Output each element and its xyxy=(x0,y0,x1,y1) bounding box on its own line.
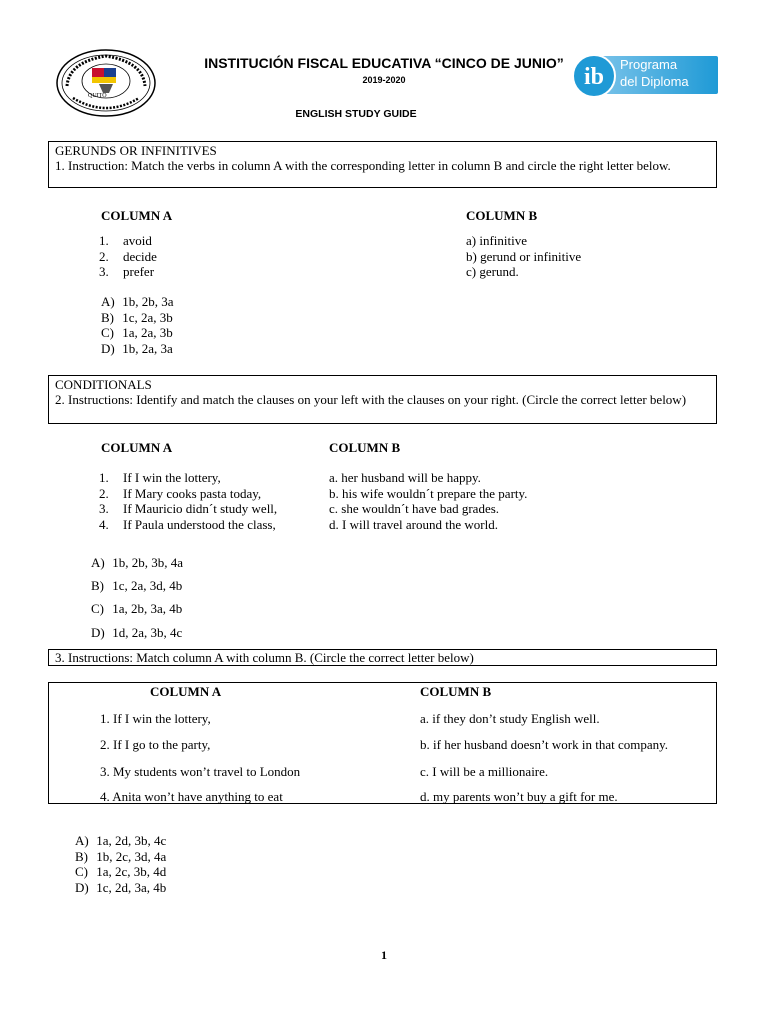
list-item: 2. decide xyxy=(99,248,157,264)
seal-city-label: QUITO xyxy=(88,93,107,99)
answer-option[interactable]: B) 1b, 2c, 3d, 4a xyxy=(75,848,167,864)
list-item: b) gerund or infinitive xyxy=(466,248,582,264)
table-cell-b: c. I will be a millionaire. xyxy=(420,764,549,779)
section2-column-b-list xyxy=(329,470,527,532)
section2-instruction: 2. Instructions: Identify and match the clauses on your left with the clauses on your right. (Circle the correct letter below) xyxy=(55,392,687,407)
answer-option[interactable]: B) 1c, 2a, 3b xyxy=(101,309,173,325)
list-item: d. I will travel around the world. xyxy=(329,516,498,532)
section3-answer-options xyxy=(75,833,166,895)
list-item: c) gerund. xyxy=(466,264,519,279)
answer-option[interactable]: A) 1a, 2d, 3b, 4c xyxy=(75,833,167,848)
list-item: 3. If Mauricio didn´t study well, xyxy=(99,501,278,516)
list-item: 1. If I win the lottery, xyxy=(99,470,221,485)
list-item: a) infinitive xyxy=(466,233,528,248)
section1-instruction: 1. Instruction: Match the verbs in column A with the corresponding letter in column B and circle the right letter below. xyxy=(55,158,671,173)
section3-instruction: 3. Instructions: Match column A with column B. (Circle the correct letter below) xyxy=(55,650,474,665)
school-name-heading: INSTITUCIÓN FISCAL EDUCATIVA “CINCO DE JUNIO” xyxy=(204,55,564,71)
section1-answer-options xyxy=(101,294,174,356)
list-item: 2. If Mary cooks pasta today, xyxy=(99,485,262,501)
section1-column-b-list xyxy=(466,233,581,280)
page-number: 1 xyxy=(381,948,387,962)
school-year: 2019-2020 xyxy=(362,75,406,85)
section3-column-b-header: COLUMN B xyxy=(420,684,492,699)
section1-column-a-header: COLUMN A xyxy=(101,208,173,223)
list-item: 4. If Paula understood the class, xyxy=(99,516,276,532)
answer-option[interactable]: C) 1a, 2c, 3b, 4d xyxy=(75,864,167,879)
svg-text:ib: ib xyxy=(583,64,605,90)
list-item: c. she wouldn´t have bad grades. xyxy=(329,501,500,516)
ib-logo-line1: Programa xyxy=(620,57,678,72)
section3-match-table xyxy=(48,682,717,804)
ib-logo-line2: del Diploma xyxy=(620,74,689,89)
answer-option[interactable]: C) 1a, 2b, 3a, 4b xyxy=(91,601,183,616)
table-cell-b: a. if they don’t study English well. xyxy=(420,711,600,726)
section1-instruction-box xyxy=(48,141,717,188)
section2-column-a-header: COLUMN A xyxy=(101,440,173,455)
table-cell-a: 3. My students won’t travel to London xyxy=(100,764,301,779)
list-item: 1. avoid xyxy=(99,233,152,248)
section2-column-a-list xyxy=(99,470,277,532)
section1-column-b-header: COLUMN B xyxy=(466,208,538,223)
document-title: ENGLISH STUDY GUIDE xyxy=(295,108,417,120)
table-cell-a: 1. If I win the lottery, xyxy=(100,711,211,726)
section2-title: CONDITIONALS xyxy=(55,377,152,392)
answer-option[interactable]: D) 1b, 2a, 3a xyxy=(101,340,173,356)
section2-instruction-box xyxy=(48,375,717,424)
section2-column-b-header: COLUMN B xyxy=(329,440,401,455)
table-cell-b: b. if her husband doesn’t work in that company. xyxy=(420,737,669,752)
section3-instruction-box xyxy=(48,649,717,666)
answer-option[interactable]: A) 1b, 2b, 3b, 4a xyxy=(91,555,184,570)
answer-option[interactable]: A) 1b, 2b, 3a xyxy=(101,294,174,309)
section1-title: GERUNDS OR INFINITIVES xyxy=(55,143,217,158)
answer-option[interactable]: C) 1a, 2a, 3b xyxy=(101,325,173,340)
table-cell-a: 4. Anita won’t have anything to eat xyxy=(100,789,283,804)
list-item: 3. prefer xyxy=(99,264,155,279)
list-item: b. his wife wouldn´t prepare the party. xyxy=(329,485,528,501)
table-cell-a: 2. If I go to the party, xyxy=(100,737,211,752)
list-item: a. her husband will be happy. xyxy=(329,470,481,485)
section3-column-a-header: COLUMN A xyxy=(150,684,222,699)
table-cell-b: d. my parents won’t buy a gift for me. xyxy=(420,789,618,804)
section1-column-a-list xyxy=(99,233,157,280)
answer-option[interactable]: B) 1c, 2a, 3d, 4b xyxy=(91,578,183,593)
answer-option[interactable]: D) 1d, 2a, 3b, 4c xyxy=(91,625,183,640)
answer-option[interactable]: D) 1c, 2d, 3a, 4b xyxy=(75,879,167,895)
